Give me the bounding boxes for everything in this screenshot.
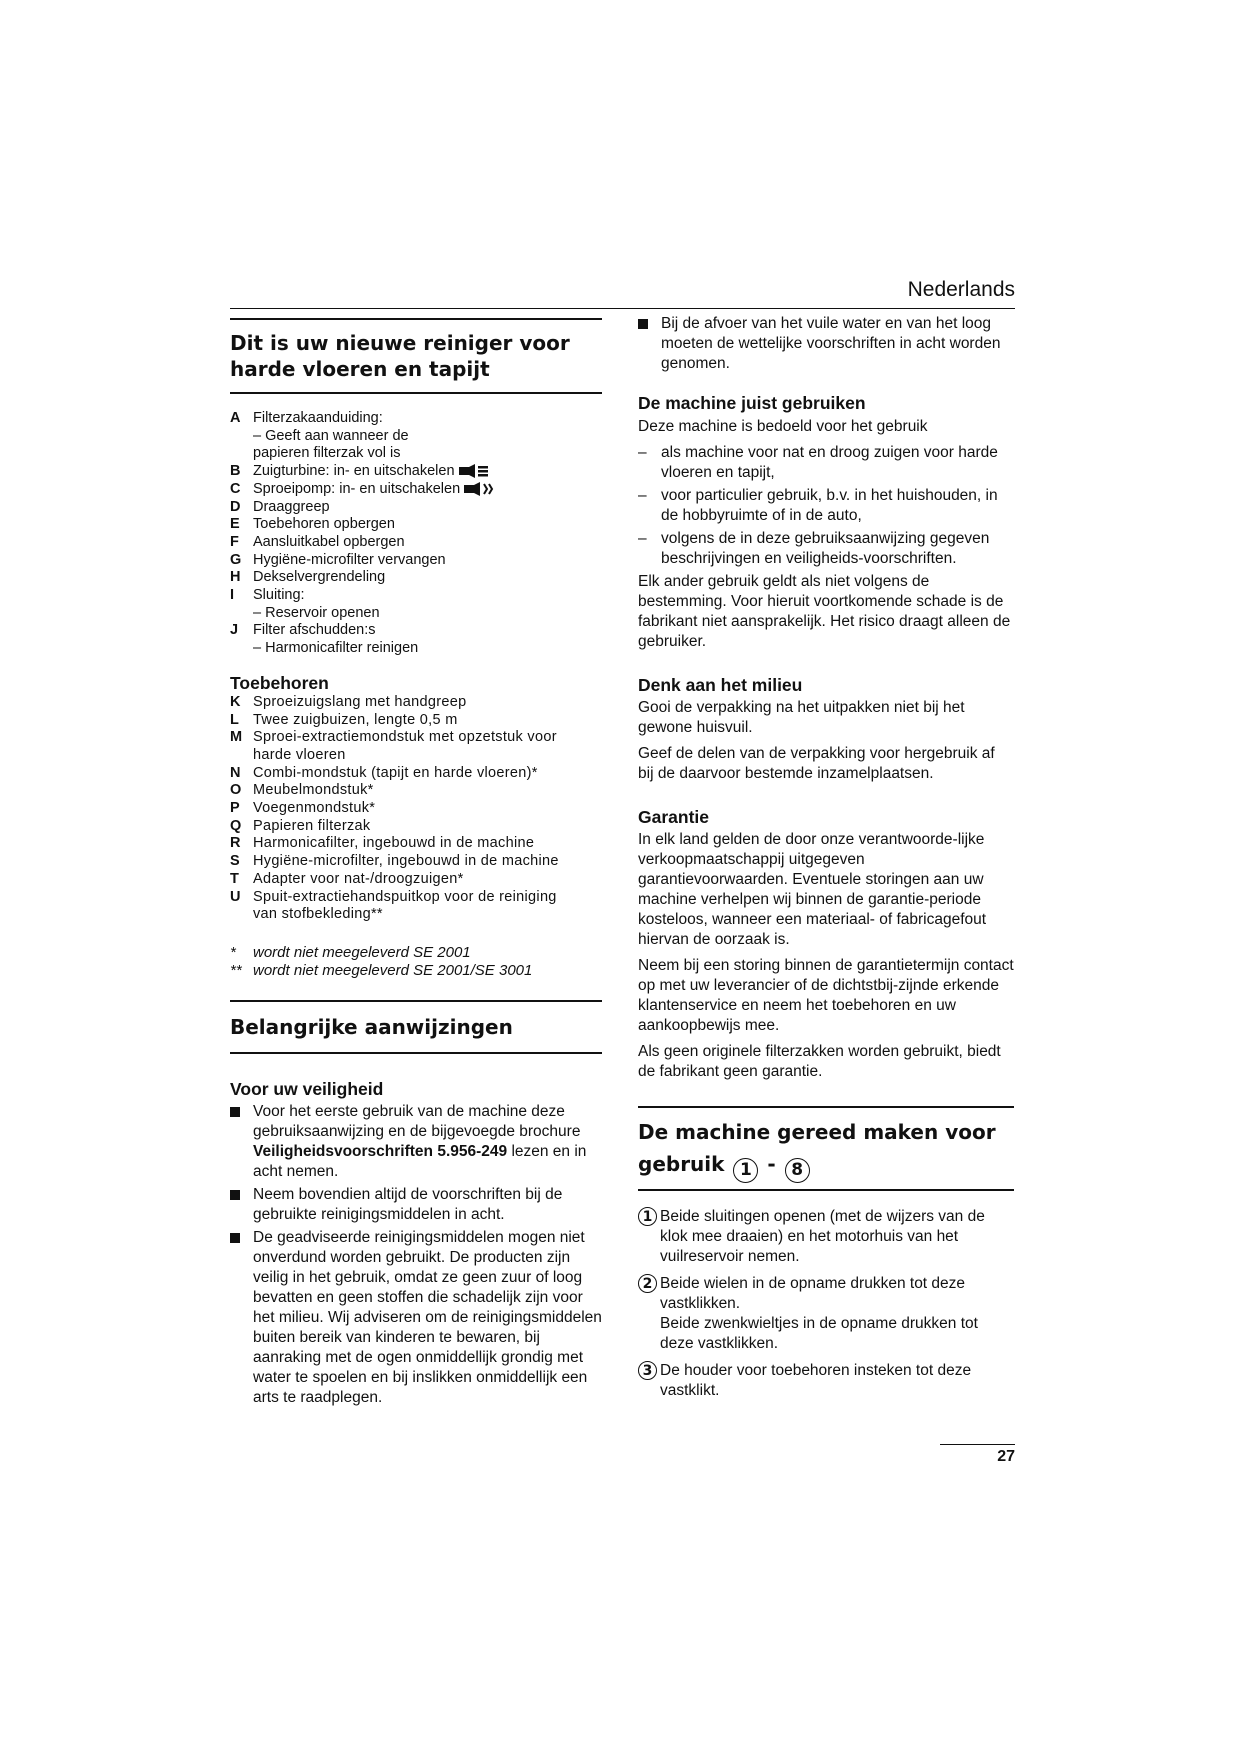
warranty-title: Garantie bbox=[638, 807, 709, 827]
safety-bullet bbox=[638, 314, 1014, 374]
item-text: Sproei-extractiemondstuk met opzetstuk voor bbox=[253, 729, 557, 746]
item-key: T bbox=[230, 870, 240, 887]
list-item bbox=[230, 835, 602, 853]
prepare-title-line1: De machine gereed maken voor bbox=[638, 1120, 996, 1144]
step-text: De houder voor toebehoren insteken tot deze vastklikt. bbox=[660, 1362, 972, 1399]
item-text: Harmonicafilter, ingebouwd in de machine bbox=[253, 835, 535, 852]
footnote-mark: * bbox=[230, 943, 236, 961]
important-title: Belangrijke aanwijzingen bbox=[230, 1014, 513, 1039]
range-separator: - bbox=[767, 1152, 776, 1176]
section-rule bbox=[638, 1189, 1014, 1191]
bullet-text: De geadviseerde reinigingsmiddelen mogen niet onverdund worden gebruikt. De producten zijn veilig in het gebruik, omdat ze geen zuur of loog bevatten en geen stoffen die schadelijk zijn voor het milieu. Wij adviseren om de reinigingsmiddelen buiten bereik van kinderen te bewaren, bij aanraking met de ogen onmiddellijk grondig met water te spoelen en bij inslikken onmiddellijk een arts te raadplegen. bbox=[253, 1228, 602, 1406]
list-item bbox=[230, 569, 602, 587]
list-item bbox=[230, 765, 602, 783]
step-number: 1 bbox=[638, 1207, 657, 1226]
item-key: P bbox=[230, 800, 240, 817]
list-item bbox=[230, 800, 602, 818]
bullet-bold-text: Veiligheidsvoorschriften 5.956-249 bbox=[253, 1142, 508, 1160]
item-text: Filterzakaanduiding: bbox=[253, 410, 383, 426]
item-key: G bbox=[230, 551, 242, 568]
step-number: 2 bbox=[638, 1274, 657, 1293]
prepare-title-line2: gebruik bbox=[638, 1152, 725, 1176]
safety-bullet bbox=[230, 1102, 602, 1182]
list-item bbox=[230, 871, 602, 889]
step-item bbox=[638, 1361, 1014, 1401]
item-text: Combi-mondstuk (tapijt en harde vloeren)* bbox=[253, 764, 538, 781]
bullet-square-icon bbox=[230, 1190, 240, 1200]
item-key: I bbox=[230, 587, 235, 604]
step-item bbox=[638, 1274, 1014, 1354]
component-list bbox=[230, 410, 602, 658]
prepare-title bbox=[638, 1116, 1014, 1183]
item-key: R bbox=[230, 835, 241, 852]
list-item bbox=[230, 410, 602, 428]
footnotes bbox=[230, 944, 602, 980]
proper-use-title: De machine juist gebruiken bbox=[638, 393, 866, 413]
item-text: Twee zuigbuizen, lengte 0,5 m bbox=[253, 711, 458, 728]
accessories-title: Toebehoren bbox=[230, 672, 329, 693]
item-key: U bbox=[230, 888, 241, 905]
footnote-mark: ** bbox=[230, 961, 242, 979]
item-subtext: – Reservoir openen bbox=[253, 604, 380, 621]
warranty-p3: Als geen originele filterzakken worden gebruikt, biedt de fabrikant geen garantie. bbox=[638, 1043, 1001, 1080]
environment-p2: Geef de delen van de verpakking voor hergebruik af bij de daarvoor bestemde inzamelplaatsen. bbox=[638, 745, 995, 782]
item-key: J bbox=[230, 622, 239, 639]
step-number: 3 bbox=[638, 1361, 657, 1380]
list-item bbox=[230, 712, 602, 730]
item-key: D bbox=[230, 498, 241, 515]
footnote bbox=[230, 962, 602, 980]
item-text: Meubelmondstuk* bbox=[253, 782, 374, 799]
figure-ref-start: 1 bbox=[733, 1158, 758, 1183]
item-text: Papieren filterzak bbox=[253, 817, 371, 834]
item-subtext: harde vloeren bbox=[253, 746, 346, 763]
environment-title: Denk aan het milieu bbox=[638, 675, 803, 695]
item-text: Aansluitkabel opbergen bbox=[253, 533, 405, 550]
bullet-text: Bij de afvoer van het vuile water en van het loog moeten de wettelijke voorschriften in acht worden genomen. bbox=[661, 315, 1001, 372]
accessories-list bbox=[230, 694, 602, 924]
dash-item: – volgens de in deze gebruiksaanwijzing gegeven beschrijvingen en veiligheids-voorschriften. bbox=[638, 529, 1014, 569]
list-item bbox=[230, 499, 602, 517]
item-text: Voegenmondstuk* bbox=[253, 800, 376, 817]
list-item bbox=[230, 782, 602, 800]
item-text: Adapter voor nat-/droogzuigen* bbox=[253, 870, 464, 887]
item-text: Spuit-extractiehandspuitkop voor de reiniging bbox=[253, 888, 557, 905]
intro-title-line2: harde vloeren en tapijt bbox=[230, 357, 490, 381]
left-column bbox=[230, 318, 602, 1411]
item-text: Filter afschudden:s bbox=[253, 622, 376, 639]
item-key: N bbox=[230, 764, 241, 781]
item-subtext: van stofbekleding** bbox=[253, 906, 383, 923]
list-item bbox=[230, 587, 602, 605]
figure-ref-end: 8 bbox=[785, 1158, 810, 1183]
list-item bbox=[230, 622, 602, 640]
item-key: A bbox=[230, 410, 241, 426]
list-item bbox=[230, 694, 602, 712]
list-item bbox=[230, 552, 602, 570]
step-text: Beide sluitingen openen (met de wijzers van de klok mee draaien) en het motorhuis van het vuilreservoir nemen. bbox=[660, 1208, 985, 1265]
item-text: Dekselvergrendeling bbox=[253, 569, 386, 586]
environment-p1: Gooi de verpakking na het uitpakken niet bij het gewone huisvuil. bbox=[638, 699, 965, 736]
step-item bbox=[638, 1207, 1014, 1267]
safety-bullet bbox=[230, 1185, 602, 1225]
list-item bbox=[230, 818, 602, 836]
item-key: M bbox=[230, 729, 243, 746]
turbine-switch-icon bbox=[459, 464, 489, 478]
list-item bbox=[230, 534, 602, 552]
bullet-square-icon bbox=[230, 1107, 240, 1117]
bullet-text: Neem bovendien altijd de voorschriften bij de gebruikte reinigingsmiddelen in acht. bbox=[253, 1185, 563, 1223]
proper-use-intro: Deze machine is bedoeld voor het gebruik bbox=[638, 418, 928, 435]
intro-title-line1: Dit is uw nieuwe reiniger voor bbox=[230, 331, 570, 355]
item-key: K bbox=[230, 693, 241, 710]
item-text: Toebehoren opbergen bbox=[253, 516, 395, 533]
list-item bbox=[230, 463, 602, 481]
safety-title: Voor uw veiligheid bbox=[230, 1078, 384, 1099]
item-key: H bbox=[230, 569, 241, 586]
list-item bbox=[230, 889, 602, 907]
section-rule bbox=[638, 1106, 1014, 1108]
step-text: Beide wielen in de opname drukken tot deze vastklikken. bbox=[660, 1275, 966, 1312]
item-key: S bbox=[230, 853, 240, 870]
item-key: Q bbox=[230, 817, 242, 834]
dash-text: voor particulier gebruik, b.v. in het huishouden, in de hobbyruimte of in de auto, bbox=[661, 487, 998, 524]
bullet-square-icon bbox=[638, 319, 648, 329]
prepare-steps bbox=[638, 1207, 1014, 1401]
footnote-text: wordt niet meegeleverd SE 2001 bbox=[253, 943, 471, 961]
item-text: Zuigturbine: in- en uitschakelen bbox=[253, 463, 455, 480]
bullet-square-icon bbox=[230, 1233, 240, 1243]
intro-title bbox=[230, 330, 602, 382]
section-rule bbox=[230, 1052, 602, 1054]
dash-text: als machine voor nat en droog zuigen voor harde vloeren en tapijt, bbox=[661, 444, 998, 481]
item-text: Sproeipomp: in- en uitschakelen bbox=[253, 480, 461, 497]
prepare-title-line2-row bbox=[638, 1148, 1014, 1183]
section-rule bbox=[230, 1000, 602, 1002]
item-subtext: – Geeft aan wanneer de bbox=[253, 427, 409, 444]
item-key: E bbox=[230, 516, 240, 533]
item-text: Hygiëne-microfilter vervangen bbox=[253, 551, 446, 568]
list-item bbox=[230, 853, 602, 871]
item-key: O bbox=[230, 782, 242, 799]
warranty-p1: In elk land gelden de door onze verantwoorde-lijke verkoopmaatschappij uitgegeven garantievoorwaarden. Eventuele storingen aan uw machine verhelpen wij binnen de garantie-periode kosteloos, wanneer een materiaal- of fabricagefout hiervan de oorzaak is. bbox=[638, 831, 987, 948]
spray-pump-switch-icon bbox=[464, 482, 494, 496]
item-key: L bbox=[230, 711, 240, 728]
step-text: Beide zwenkwieltjes in de opname drukken tot deze vastklikken. bbox=[660, 1315, 978, 1352]
dash-text: volgens de in deze gebruiksaanwijzing gegeven beschrijvingen en veiligheids-voorschriften. bbox=[661, 530, 990, 567]
item-subtext: – Harmonicafilter reinigen bbox=[253, 640, 419, 657]
safety-bullet bbox=[230, 1228, 602, 1408]
list-item bbox=[230, 516, 602, 534]
item-text: Draaggreep bbox=[253, 498, 330, 515]
page-number: 27 bbox=[940, 1444, 1015, 1466]
list-item bbox=[230, 729, 602, 747]
proper-use-outro: Elk ander gebruik geldt als niet volgens de bestemming. Voor hieruit voortkomende schade is de fabrikant niet aansprakelijk. Het risico draagt alleen de gebruiker. bbox=[638, 573, 1011, 650]
item-key: C bbox=[230, 480, 241, 497]
right-column bbox=[638, 314, 1014, 1408]
bullet-text: lezen en in acht nemen. bbox=[253, 1142, 587, 1180]
item-key: B bbox=[230, 463, 241, 480]
footnote-text: wordt niet meegeleverd SE 2001/SE 3001 bbox=[253, 961, 533, 979]
dash-item: – als machine voor nat en droog zuigen voor harde vloeren en tapijt, bbox=[638, 443, 1014, 483]
item-key: F bbox=[230, 533, 239, 550]
footnote bbox=[230, 944, 602, 962]
section-rule bbox=[230, 392, 602, 394]
item-text: Hygiëne-microfilter, ingebouwd in de machine bbox=[253, 853, 559, 870]
warranty-p2: Neem bij een storing binnen de garantietermijn contact op met uw leverancier of de dichtstbij-zijnde erkende klantenservice en neem het toebehoren en uw aankoopbewijs mee. bbox=[638, 957, 1014, 1034]
item-subtext: papieren filterzak vol is bbox=[253, 445, 401, 462]
bullet-text: Voor het eerste gebruik van de machine deze gebruiksaanwijzing en de bijgevoegde brochure bbox=[253, 1102, 581, 1140]
dash-item: – voor particulier gebruik, b.v. in het huishouden, in de hobbyruimte of in de auto, bbox=[638, 486, 1014, 526]
section-rule bbox=[230, 318, 602, 320]
list-item bbox=[230, 481, 602, 499]
item-text: Sluiting: bbox=[253, 587, 305, 604]
item-text: Sproeizuigslang met handgreep bbox=[253, 693, 467, 710]
page-language-header: Nederlands bbox=[230, 278, 1015, 309]
